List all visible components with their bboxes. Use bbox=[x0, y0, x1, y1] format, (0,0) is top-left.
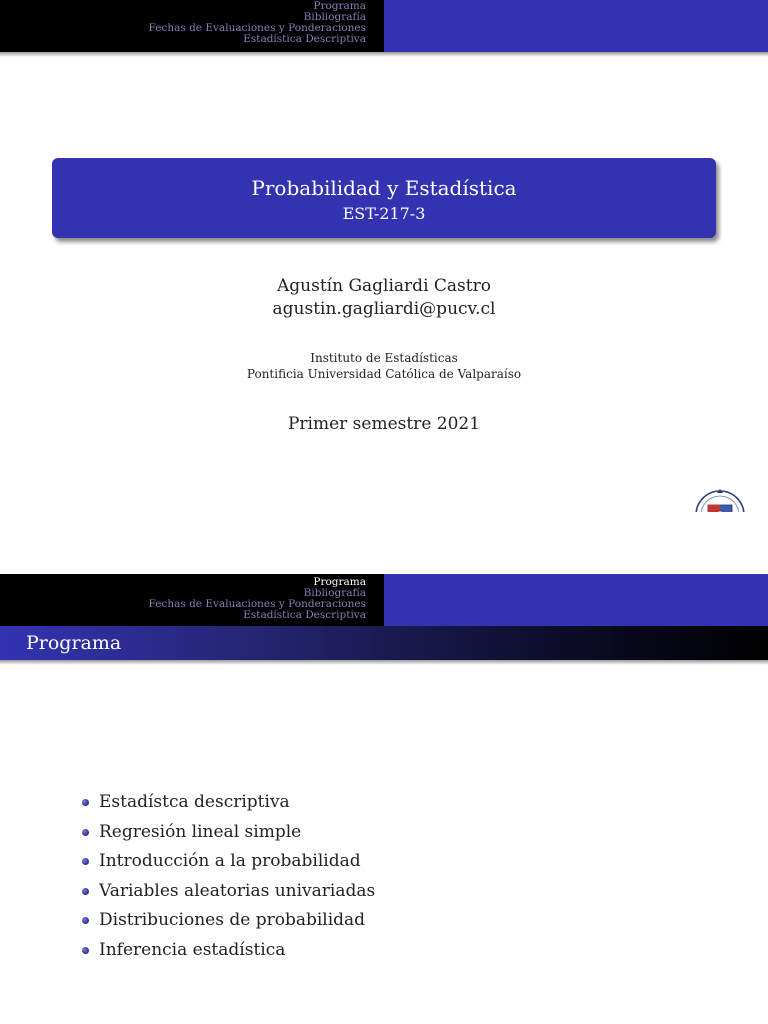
nav-link-programa[interactable]: Programa bbox=[313, 0, 366, 12]
frame-title-shadow bbox=[0, 660, 768, 665]
navigation-bar bbox=[0, 0, 768, 52]
list-item-text: Estadístca descriptiva bbox=[99, 792, 290, 812]
author-name: Agustín Gagliardi Castro bbox=[277, 276, 491, 296]
navigation-bar bbox=[0, 574, 768, 626]
nav-link-bibliografia[interactable]: Bibliografía bbox=[303, 587, 366, 599]
bullet-icon bbox=[82, 888, 89, 895]
list-item-text: Regresión lineal simple bbox=[99, 821, 302, 842]
list-item-text: Variables aleatorias univariadas bbox=[99, 880, 376, 901]
nav-link-estadistica-descriptiva[interactable]: Estadística Descriptiva bbox=[243, 609, 366, 621]
list-item bbox=[80, 906, 375, 936]
university-name: Pontificia Universidad Católica de Valparaíso bbox=[246, 367, 522, 381]
list-item-text: Inferencia estadística bbox=[99, 939, 286, 960]
nav-link-fechas[interactable]: Fechas de Evaluaciones y Ponderaciones bbox=[148, 22, 366, 34]
list-item bbox=[80, 877, 375, 907]
author-email: agustin.gagliardi@pucv.cl bbox=[272, 299, 496, 319]
institute-name: Instituto de Estadísticas bbox=[310, 351, 458, 365]
nav-link-programa[interactable]: Programa bbox=[313, 576, 366, 588]
nav-link-bibliografia[interactable]: Bibliografía bbox=[303, 11, 366, 23]
presentation-title: Probabilidad y Estadística bbox=[251, 176, 517, 200]
navigation-section-list bbox=[0, 0, 384, 52]
list-item-text: Introducción a la probabilidad bbox=[99, 851, 361, 871]
program-topic-list bbox=[80, 788, 375, 965]
presentation-date: Primer semestre 2021 bbox=[287, 414, 481, 434]
bullet-icon bbox=[82, 917, 89, 924]
navigation-section-list bbox=[0, 574, 384, 626]
list-item bbox=[80, 818, 375, 848]
bullet-icon bbox=[82, 799, 89, 806]
navigation-subsection-area bbox=[384, 574, 768, 626]
program-slide bbox=[0, 512, 768, 1024]
header-shadow bbox=[0, 52, 768, 57]
course-code: EST-217-3 bbox=[342, 204, 426, 223]
list-item bbox=[80, 936, 375, 966]
list-item bbox=[80, 847, 375, 877]
nav-link-fechas[interactable]: Fechas de Evaluaciones y Ponderaciones bbox=[148, 598, 366, 610]
bullet-icon bbox=[82, 858, 89, 865]
frame-title: Programa bbox=[0, 626, 768, 660]
navigation-subsection-area bbox=[384, 0, 768, 52]
title-block bbox=[52, 158, 716, 238]
bullet-icon bbox=[82, 829, 89, 836]
list-item bbox=[80, 788, 375, 818]
nav-link-estadistica-descriptiva[interactable]: Estadística Descriptiva bbox=[243, 33, 366, 45]
bullet-icon bbox=[82, 947, 89, 954]
list-item-text: Distribuciones de probabilidad bbox=[99, 910, 366, 930]
